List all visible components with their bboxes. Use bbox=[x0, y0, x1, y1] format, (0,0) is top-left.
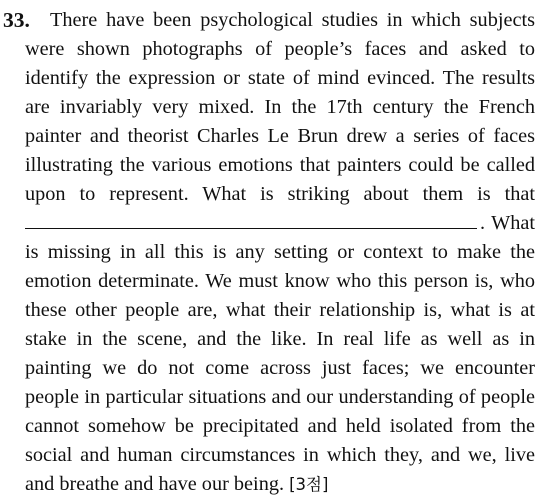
answer-blank[interactable] bbox=[25, 228, 477, 229]
passage-line: cannot somehow be precipitated and held isolated from the bbox=[25, 415, 535, 437]
passage-line: were shown photographs of people’s faces and asked to bbox=[25, 38, 535, 60]
passage-line: these other people are, what their relationship is, what is at bbox=[25, 299, 535, 321]
passage-fragment: and breathe and have our being. bbox=[25, 473, 285, 495]
passage-fragment: . What bbox=[480, 212, 535, 234]
passage-line: stake in the scene, and the like. In real life as well as in bbox=[25, 328, 535, 350]
passage-line: are invariably very mixed. In the 17th century the French bbox=[25, 96, 535, 118]
points-label: [3점] bbox=[289, 475, 329, 494]
passage-line: emotion determinate. We must know who this person is, who bbox=[25, 270, 535, 292]
passage-line: is missing in all this is any setting or context to make the bbox=[25, 241, 535, 263]
passage-line: people in particular situations and our understanding of people bbox=[25, 386, 535, 408]
answer-blank-line bbox=[25, 209, 535, 238]
passage-line: identify the expression or state of mind evinced. The results bbox=[25, 67, 535, 89]
passage-line: social and human circumstances in which they, and we, live bbox=[25, 444, 535, 466]
passage-line: There have been psychological studies in which subjects bbox=[50, 9, 535, 31]
question-number: 33. bbox=[3, 8, 30, 32]
passage-line: illustrating the various emotions that painters could be called bbox=[25, 154, 535, 176]
passage-last-line bbox=[25, 470, 535, 499]
passage-line: upon to represent. What is striking about them is that bbox=[25, 183, 535, 205]
passage-line: painter and theorist Charles Le Brun drew a series of faces bbox=[25, 125, 535, 147]
passage-line: painting we do not come across just faces; we encounter bbox=[25, 357, 535, 379]
